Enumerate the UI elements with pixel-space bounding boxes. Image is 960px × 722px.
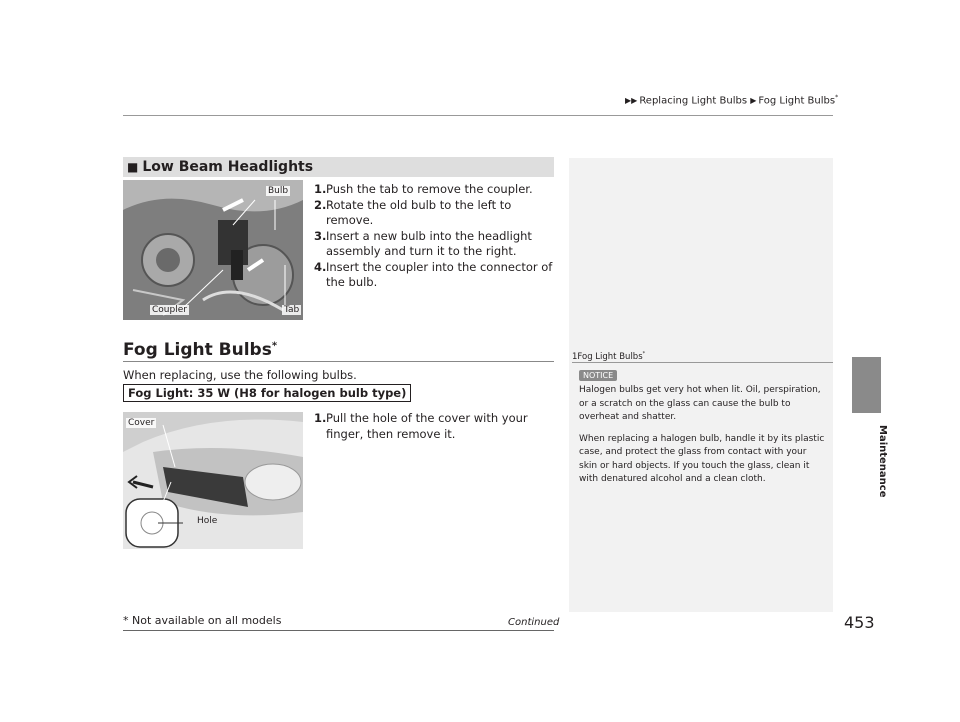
step-item: 1. Push the tab to remove the coupler. bbox=[314, 182, 533, 196]
section-title-rule bbox=[123, 361, 554, 362]
fog-steps bbox=[314, 411, 554, 442]
breadcrumb-item[interactable]: Replacing Light Bulbs bbox=[639, 95, 748, 107]
figure-label-hole: Hole bbox=[197, 516, 218, 526]
figure-label-bulb: Bulb bbox=[268, 186, 289, 196]
note-ref-number: 1 bbox=[572, 351, 578, 362]
section-heading-text: Low Beam Headlights bbox=[142, 159, 314, 175]
intro-text: When replacing, use the following bulbs. bbox=[123, 368, 357, 382]
fog-light-figure bbox=[123, 412, 303, 549]
note-rule bbox=[572, 362, 833, 363]
notice-badge: NOTICE bbox=[579, 370, 617, 381]
page-number: 453 bbox=[844, 613, 875, 632]
chapter-tab[interactable] bbox=[852, 357, 881, 413]
header-rule bbox=[123, 115, 833, 116]
breadcrumb bbox=[625, 94, 838, 106]
figure-label-coupler: Coupler bbox=[152, 305, 187, 315]
footnote: * Not available on all models bbox=[123, 614, 282, 627]
note-title-text[interactable]: Fog Light Bulbs bbox=[577, 351, 643, 362]
footnote-mark: * bbox=[835, 94, 839, 101]
figure-label-cover: Cover bbox=[128, 418, 155, 428]
engine-bay-illustration bbox=[123, 180, 303, 320]
low-beam-figure bbox=[123, 180, 303, 320]
note-body bbox=[579, 384, 827, 495]
breadcrumb-arrow-icon: ▶ bbox=[750, 96, 757, 106]
continued-text: Continued bbox=[508, 617, 560, 628]
step-item: 1. Pull the hole of the cover with your finger, then remove it. bbox=[314, 411, 528, 441]
section-title bbox=[123, 340, 277, 360]
bumper-illustration bbox=[123, 412, 303, 549]
step-item: 3. Insert a new bulb into the headlight assembly and turn it to the right. bbox=[314, 228, 532, 258]
note-paragraph: Halogen bulbs get very hot when lit. Oil, perspiration, or a scratch on the glass can cause the bulb to overheat and shatter. bbox=[579, 385, 821, 422]
breadcrumb-arrow-icon: ▶▶ bbox=[625, 96, 638, 106]
footer-rule bbox=[123, 630, 554, 631]
note-title bbox=[572, 351, 645, 362]
note-paragraph: When replacing a halogen bulb, handle it by its plastic case, and protect the glass from contact with your skin or hard objects. If you touch the glass, clean it with denatured alcohol and a clean cloth. bbox=[579, 433, 825, 484]
figure-label-tab: Tab bbox=[284, 305, 300, 315]
square-bullet-icon: ■ bbox=[127, 160, 139, 174]
footnote-mark: * bbox=[642, 351, 646, 357]
step-item: 4. Insert the coupler into the connector of the bulb. bbox=[314, 259, 553, 289]
footnote-mark: * bbox=[271, 340, 278, 352]
step-item: 2. Rotate the old bulb to the left to remove. bbox=[314, 197, 512, 227]
bulb-spec-box: Fog Light: 35 W (H8 for halogen bulb type) bbox=[123, 384, 411, 402]
breadcrumb-item-current[interactable]: Fog Light Bulbs bbox=[758, 95, 836, 107]
section-title-text: Fog Light Bulbs bbox=[123, 340, 272, 360]
section-heading bbox=[123, 157, 554, 177]
low-beam-steps bbox=[314, 182, 554, 291]
chapter-tab-label: Maintenance bbox=[877, 425, 888, 498]
